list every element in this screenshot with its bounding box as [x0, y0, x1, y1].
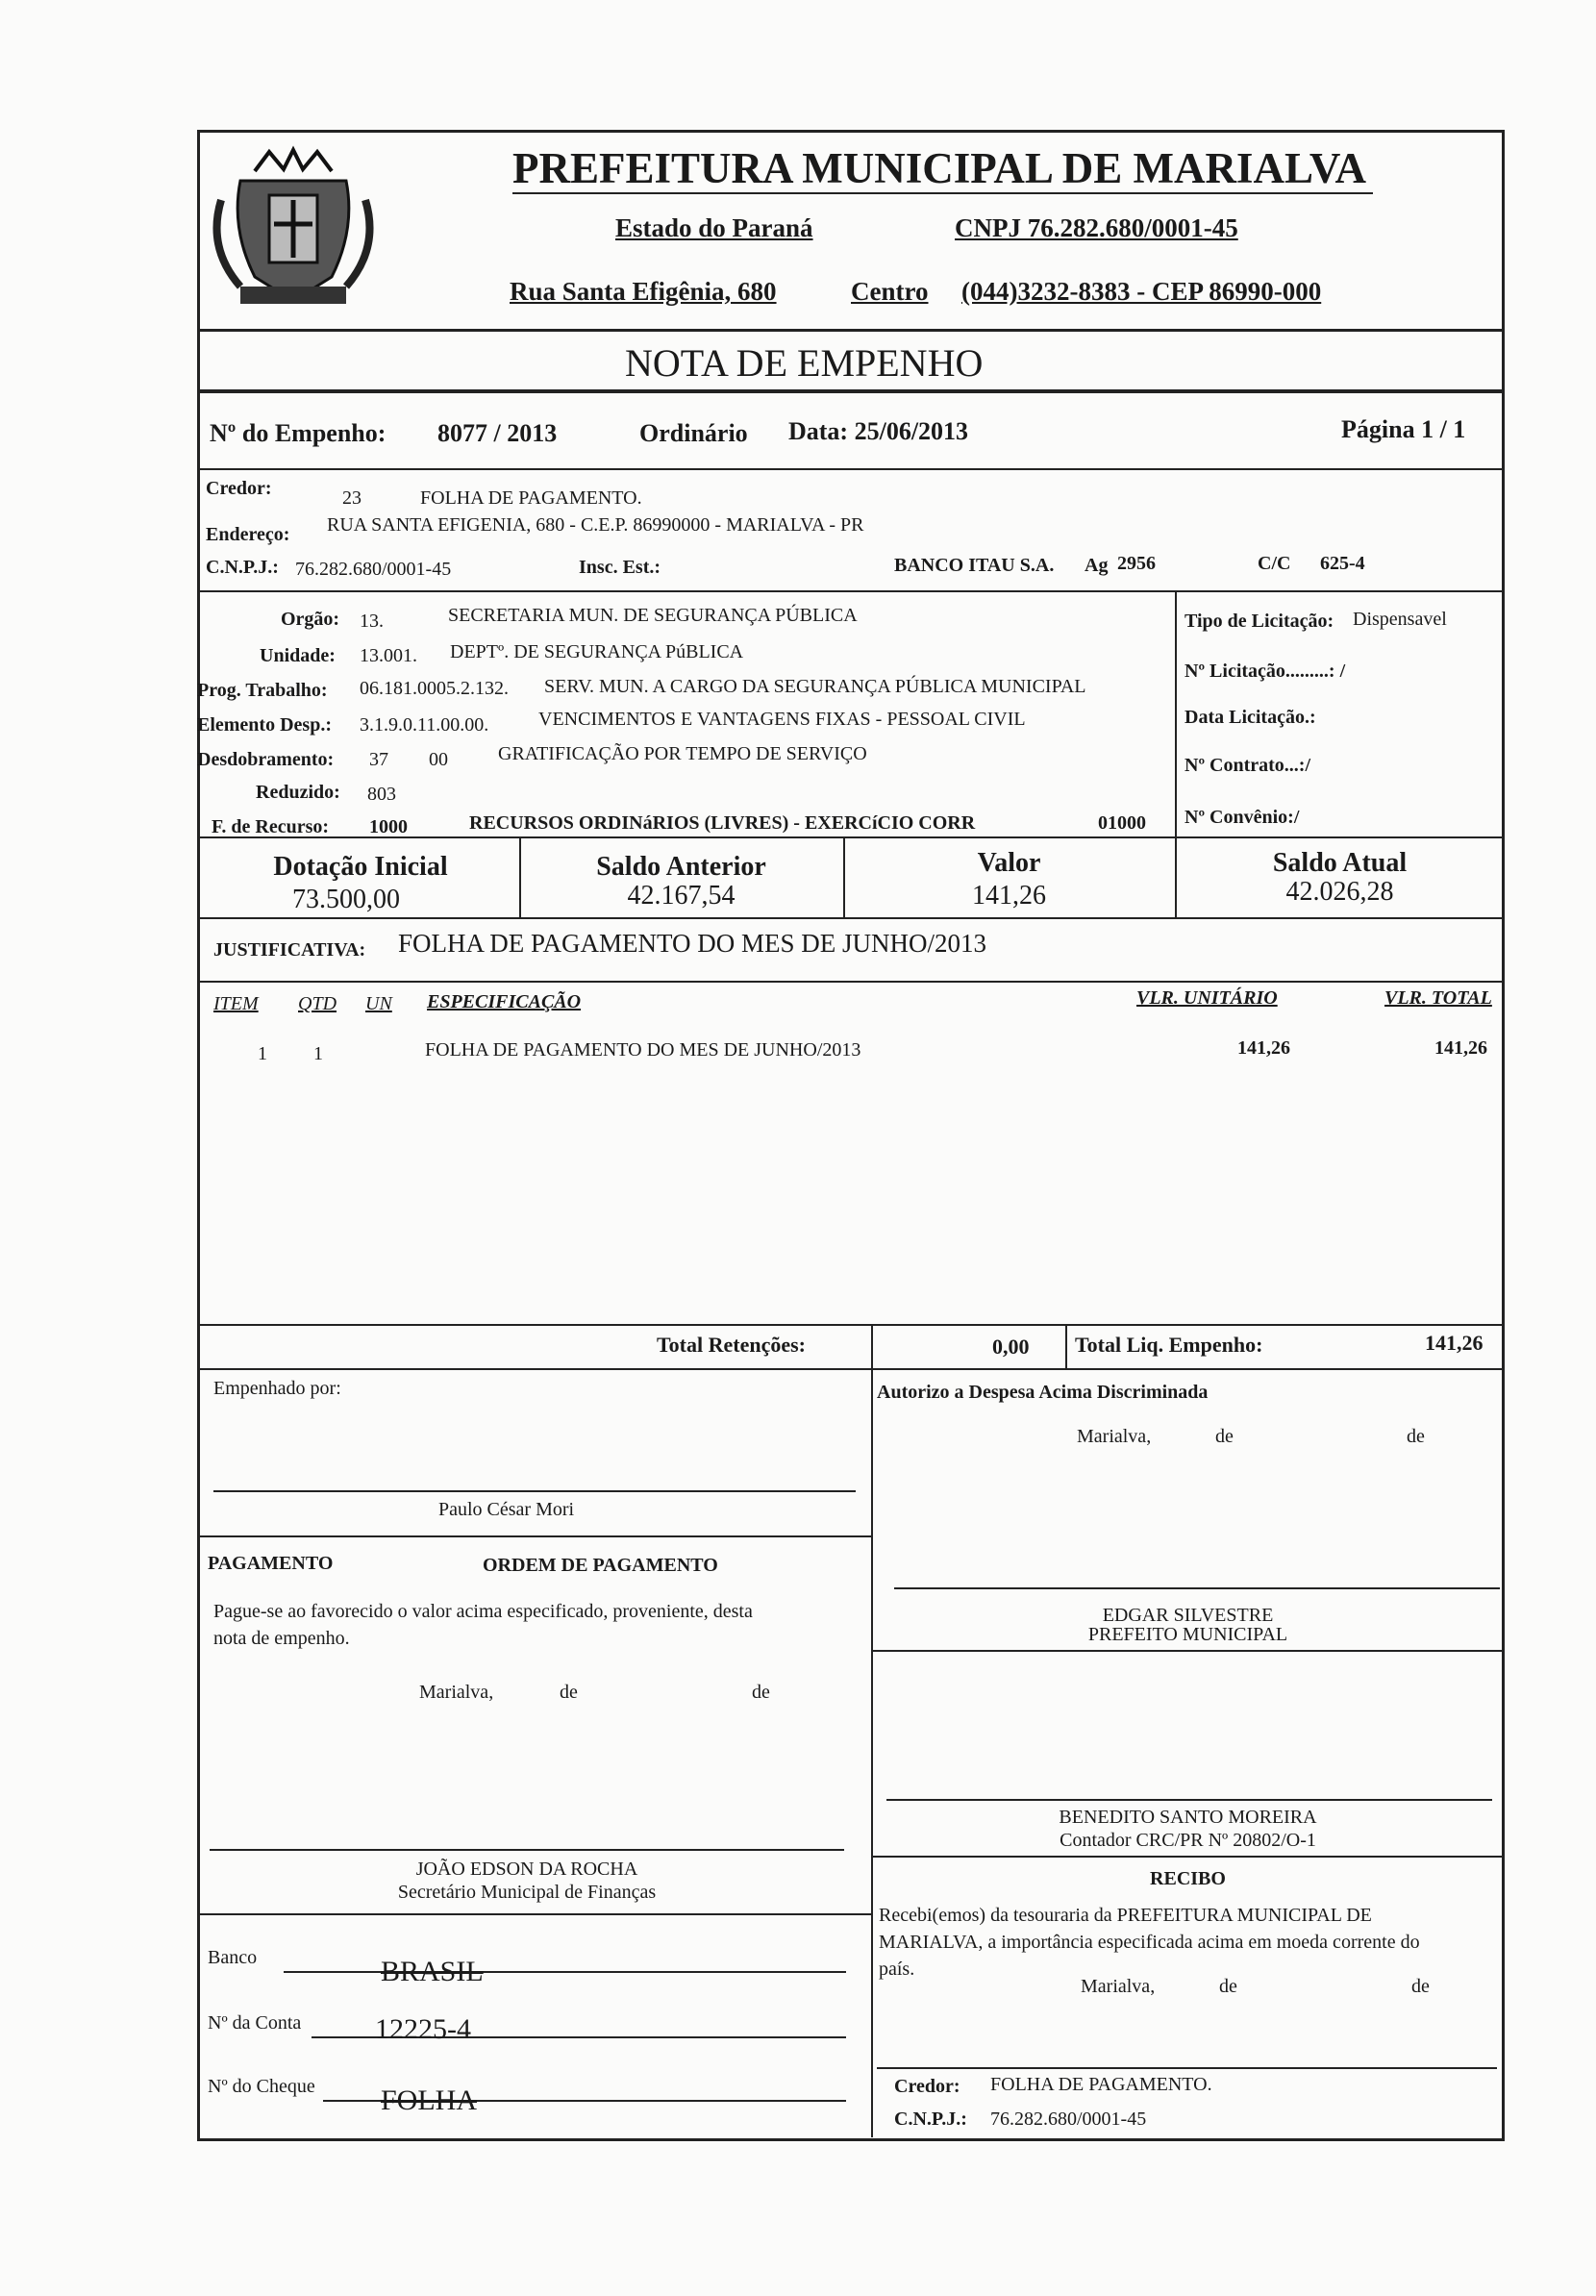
ordem-pagamento-title: ORDEM DE PAGAMENTO: [483, 1555, 718, 1576]
contador-name: BENEDITO SANTO MOREIRA: [1059, 1807, 1317, 1828]
credor-address: RUA SANTA EFIGENIA, 680 - C.E.P. 86990000 - MARIALVA - PR: [327, 514, 864, 536]
bank-name: BANCO ITAU S.A.: [894, 555, 1055, 576]
recibo-text-line1: Recebi(emos) da tesouraria da PREFEITURA MUNICIPAL DE: [879, 1905, 1372, 1926]
signature-line: [886, 1799, 1492, 1801]
prefeito-role: PREFEITO MUNICIPAL: [1087, 1624, 1288, 1645]
conta-value: 12225-4: [375, 2013, 471, 2045]
autorizo-de2: de: [1407, 1426, 1425, 1447]
desdobramento-label: Desdobramento:: [197, 749, 335, 770]
account-label: C/C: [1258, 553, 1291, 574]
unidade-name: DEPTº. DE SEGURANÇA PúBLICA: [450, 641, 744, 662]
espec-column-header: ESPECIFICAÇÃO: [427, 991, 582, 1012]
orgao-name: SECRETARIA MUN. DE SEGURANÇA PÚBLICA: [448, 605, 858, 626]
dotacao-value: 73.500,00: [292, 885, 400, 914]
justificativa-label: JUSTIFICATIVA:: [213, 939, 366, 961]
account-number: 625-4: [1320, 553, 1365, 574]
orgao-code: 13.: [360, 611, 384, 632]
elemento-label: Elemento Desp.:: [197, 714, 332, 736]
column-divider: [1065, 1324, 1067, 1368]
total-liq-label: Total Liq. Empenho:: [1075, 1333, 1263, 1357]
secretario-name: JOÃO EDSON DA ROCHA: [415, 1859, 638, 1880]
recurso-code: 1000: [369, 816, 408, 837]
divider: [197, 389, 1505, 393]
divider: [197, 1368, 1505, 1370]
empenho-label: Nº do Empenho:: [210, 419, 387, 447]
divider: [197, 836, 1505, 838]
coat-of-arms-icon: [202, 142, 385, 335]
recurso-name: RECURSOS ORDINáRIOS (LIVRES) - EXERCíCIO CORR: [469, 812, 976, 834]
autorizo-place: Marialva,: [1077, 1426, 1152, 1447]
valor-label: Valor: [977, 848, 1041, 878]
elemento-code: 3.1.9.0.11.00.00.: [360, 714, 489, 736]
cheque-value: FOLHA: [381, 2084, 478, 2116]
saldo-anterior-label: Saldo Anterior: [596, 852, 766, 882]
item-number: 1: [258, 1043, 267, 1064]
divider: [197, 917, 1505, 919]
insc-est-label: Insc. Est.:: [579, 557, 661, 578]
municipality-title: PREFEITURA MUNICIPAL DE MARIALVA: [512, 144, 1367, 192]
column-divider: [1175, 590, 1177, 836]
signature-line: [213, 1490, 856, 1492]
agency-label: Ag: [1085, 555, 1109, 576]
divider: [197, 329, 1505, 332]
banco-field-line: [284, 1971, 846, 1973]
pagamento-place: Marialva,: [419, 1682, 494, 1703]
unidade-code: 13.001.: [360, 645, 417, 666]
prog-trabalho-code: 06.181.0005.2.132.: [360, 678, 509, 699]
pagamento-de2: de: [752, 1682, 770, 1703]
credor-label: Credor:: [206, 478, 272, 499]
pagamento-de1: de: [560, 1682, 578, 1703]
qtd-column-header: QTD: [298, 993, 337, 1014]
total-value-column-header: VLR. TOTAL: [1384, 987, 1492, 1009]
saldo-atual-value: 42.026,28: [1285, 877, 1394, 907]
prefeito-name: EDGAR SILVESTRE: [1102, 1605, 1274, 1626]
total-liq-value: 141,26: [1425, 1331, 1484, 1355]
recurso-number: 01000: [1098, 812, 1146, 834]
credor-cnpj-label: C.N.P.J.:: [206, 557, 279, 578]
elemento-name: VENCIMENTOS E VANTAGENS FIXAS - PESSOAL CIVIL: [538, 709, 1026, 730]
autorizo-label: Autorizo a Despesa Acima Discriminada: [877, 1382, 1209, 1403]
credor-code: 23: [342, 487, 362, 509]
recibo-de1: de: [1219, 1976, 1237, 1997]
valor-value: 141,26: [972, 881, 1046, 911]
secretario-role: Secretário Municipal de Finanças: [397, 1882, 657, 1903]
desdobramento-sub: 00: [429, 749, 448, 770]
header-district: Centro: [851, 277, 929, 306]
banco-label: Banco: [208, 1947, 258, 1968]
unit-value-column-header: VLR. UNITÁRIO: [1136, 987, 1278, 1009]
header-cnpj: CNPJ 76.282.680/0001-45: [955, 213, 1238, 242]
signature-line: [894, 1587, 1500, 1589]
divider: [871, 1856, 1505, 1858]
recibo-credor-label: Credor:: [894, 2076, 960, 2097]
recibo-cnpj: 76.282.680/0001-45: [990, 2109, 1147, 2130]
empenho-number: 8077 / 2013: [437, 419, 558, 447]
credor-name: FOLHA DE PAGAMENTO.: [420, 487, 642, 509]
page-number: Página 1 / 1: [1341, 415, 1466, 443]
reduzido-label: Reduzido:: [256, 782, 340, 803]
title-underline: [512, 192, 1373, 194]
tipo-licitacao-label: Tipo de Licitação:: [1185, 611, 1334, 632]
prog-trabalho-name: SERV. MUN. A CARGO DA SEGURANÇA PÚBLICA MUNICIPAL: [544, 676, 1086, 697]
recibo-text-line3: país.: [879, 1959, 915, 1980]
agency-number: 2956: [1117, 553, 1156, 574]
orgao-label: Orgão:: [281, 609, 340, 630]
reduzido-value: 803: [367, 784, 396, 805]
signature-line: [210, 1849, 844, 1851]
divider: [871, 1650, 1505, 1652]
column-divider: [871, 1324, 873, 1368]
pagamento-text-line1: Pague-se ao favorecido o valor acima especificado, proveniente, desta: [213, 1601, 753, 1622]
contrato-number: Nº Contrato...:/: [1185, 755, 1311, 776]
document-type-title: NOTA DE EMPENHO: [625, 341, 984, 385]
un-column-header: UN: [365, 993, 392, 1014]
recibo-title: RECIBO: [1150, 1868, 1226, 1889]
prog-trabalho-label: Prog. Trabalho:: [197, 680, 328, 701]
empenho-type: Ordinário: [639, 419, 748, 447]
contador-role: Contador CRC/PR Nº 20802/O-1: [1060, 1830, 1316, 1851]
autorizo-de1: de: [1215, 1426, 1234, 1447]
state-name: Estado do Paraná: [615, 213, 813, 242]
item-total-value: 141,26: [1434, 1037, 1487, 1059]
desdobramento-code: 37: [369, 749, 388, 770]
banco-value: BRASIL: [381, 1956, 484, 1987]
divider: [197, 981, 1505, 983]
licitacao-date: Data Licitação.:: [1185, 707, 1316, 728]
recibo-credor-name: FOLHA DE PAGAMENTO.: [990, 2074, 1212, 2095]
recibo-de2: de: [1411, 1976, 1430, 1997]
cheque-label: Nº do Cheque: [208, 2076, 315, 2097]
retencoes-label: Total Retenções:: [657, 1333, 806, 1357]
item-column-header: ITEM: [213, 993, 259, 1014]
address-label: Endereço:: [206, 524, 290, 545]
empenho-date: Data: 25/06/2013: [788, 417, 969, 445]
item-espec: FOLHA DE PAGAMENTO DO MES DE JUNHO/2013: [425, 1039, 861, 1061]
recibo-place: Marialva,: [1081, 1976, 1156, 1997]
pagamento-text-line2: nota de empenho.: [213, 1628, 350, 1649]
divider: [197, 1324, 1505, 1326]
empenhado-label: Empenhado por:: [213, 1378, 341, 1399]
tipo-licitacao-value: Dispensavel: [1353, 609, 1447, 630]
conta-label: Nº da Conta: [208, 2012, 302, 2034]
divider: [197, 1913, 871, 1915]
licitacao-number: Nº Licitação.........: /: [1185, 661, 1346, 682]
item-qtd: 1: [313, 1043, 323, 1064]
retencoes-value: 0,00: [992, 1335, 1030, 1359]
header-street: Rua Santa Efigênia, 680: [510, 277, 777, 306]
header-phone-cep: (044)3232-8383 - CEP 86990-000: [961, 277, 1322, 306]
unidade-label: Unidade:: [260, 645, 336, 666]
desdobramento-name: GRATIFICAÇÃO POR TEMPO DE SERVIÇO: [498, 743, 867, 764]
pagamento-label: PAGAMENTO: [208, 1553, 334, 1574]
divider: [197, 590, 1505, 592]
saldo-atual-label: Saldo Atual: [1272, 848, 1408, 878]
recibo-cnpj-label: C.N.P.J.:: [894, 2109, 967, 2130]
justificativa-text: FOLHA DE PAGAMENTO DO MES DE JUNHO/2013: [398, 929, 987, 958]
saldo-anterior-value: 42.167,54: [627, 881, 736, 911]
divider: [197, 1535, 871, 1537]
convenio-number: Nº Convênio:/: [1185, 807, 1300, 828]
recibo-text-line2: MARIALVA, a importância especificada acima em moeda corrente do: [879, 1932, 1420, 1953]
column-divider: [871, 1368, 873, 2137]
dotacao-label: Dotação Inicial: [273, 852, 448, 882]
recurso-label: F. de Recurso:: [212, 816, 330, 837]
signature-line: [877, 2067, 1497, 2069]
credor-cnpj: 76.282.680/0001-45: [295, 559, 452, 580]
empenhado-name: Paulo César Mori: [438, 1499, 575, 1520]
item-unit-value: 141,26: [1237, 1037, 1290, 1059]
divider: [197, 468, 1505, 470]
